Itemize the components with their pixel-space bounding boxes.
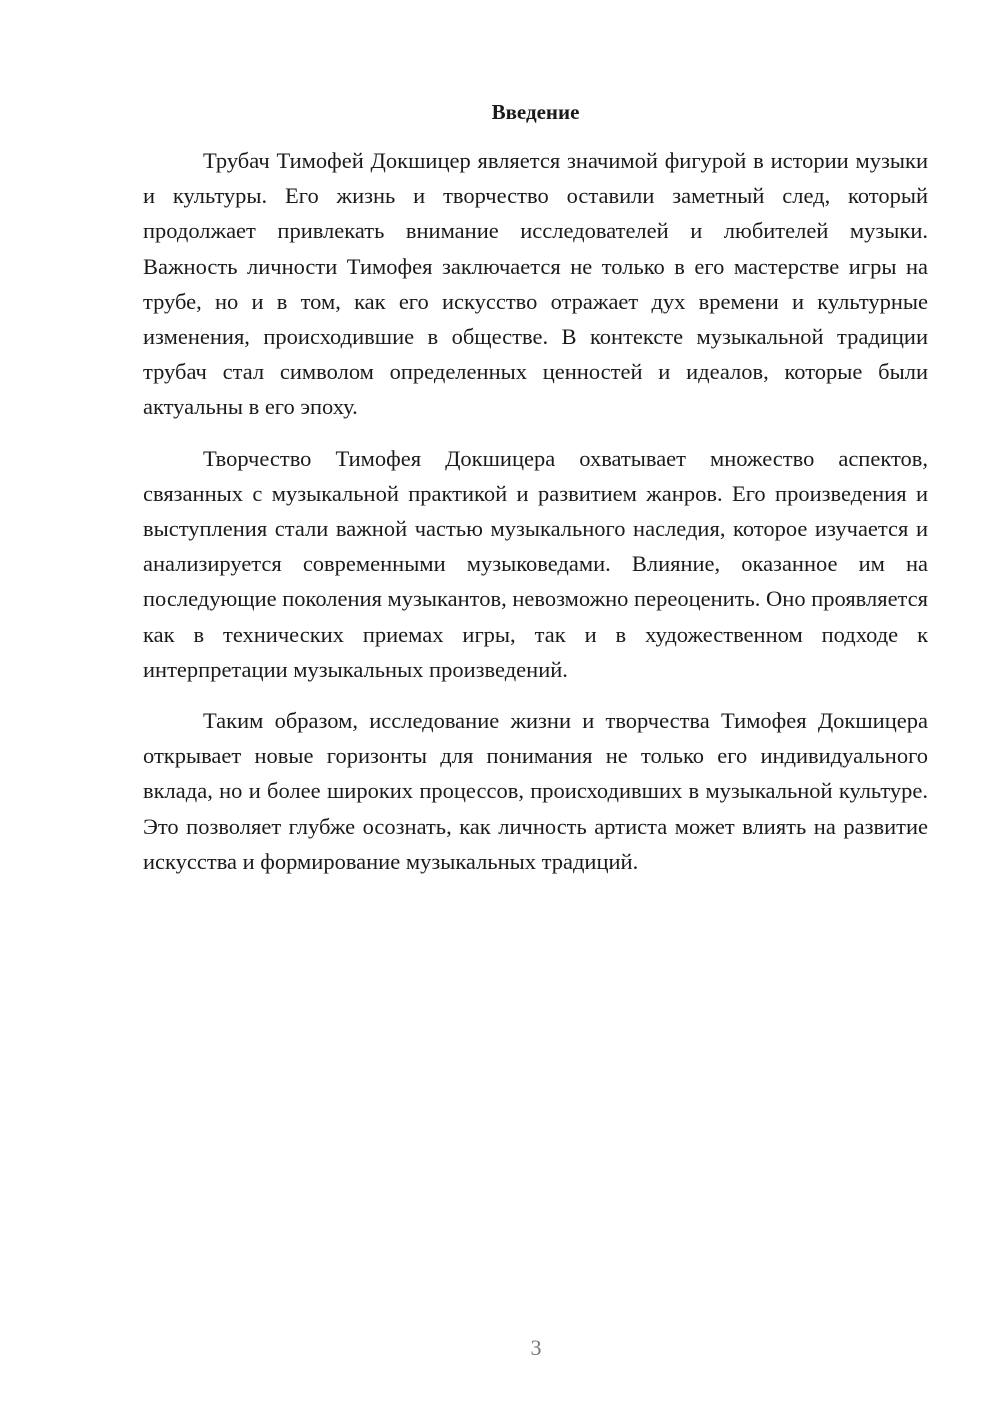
paragraph-1: Трубач Тимофей Докшицер является значимой фигурой в истории музыки и культуры. Его жизнь и творчество оставили заметный след, который продолжает привлекать внимание исследователей и любителей музыки. Важность личности Тимофея заключается не только в его мастерстве игры на трубе, но и в том, как его искусство отражает дух времени и культурные изменения, происходившие в обществе. В контексте музыкальной традиции трубач стал символом определенных ценностей и идеалов, которые были актуальны в его эпоху. (143, 148, 928, 420)
section-heading: Введение (491, 100, 580, 124)
paragraph-3: Таким образом, исследование жизни и творчества Тимофея Докшицера открывает новые горизонты для понимания не только его индивидуального вклада, но и более широких процессов, происходивших в музыкальной культуре. Это позволяет глубже осознать, как личность артиста может влиять на развитие искусства и формирование музыкальных традиций. (143, 708, 928, 874)
body-text (143, 143, 928, 879)
paragraph-2: Творчество Тимофея Докшицера охватывает множество аспектов, связанных с музыкальной практикой и развитием жанров. Его произведения и выступления стали важной частью музыкального наследия, которое изучается и анализируется современными музыковедами. Влияние, оказанное им на последующие поколения музыкантов, невозможно переоценить. Оно проявляется как в технических приемах игры, так и в художественном подходе к интерпретации музыкальных произведений. (143, 445, 928, 682)
page-number: 3 (530, 1335, 542, 1360)
